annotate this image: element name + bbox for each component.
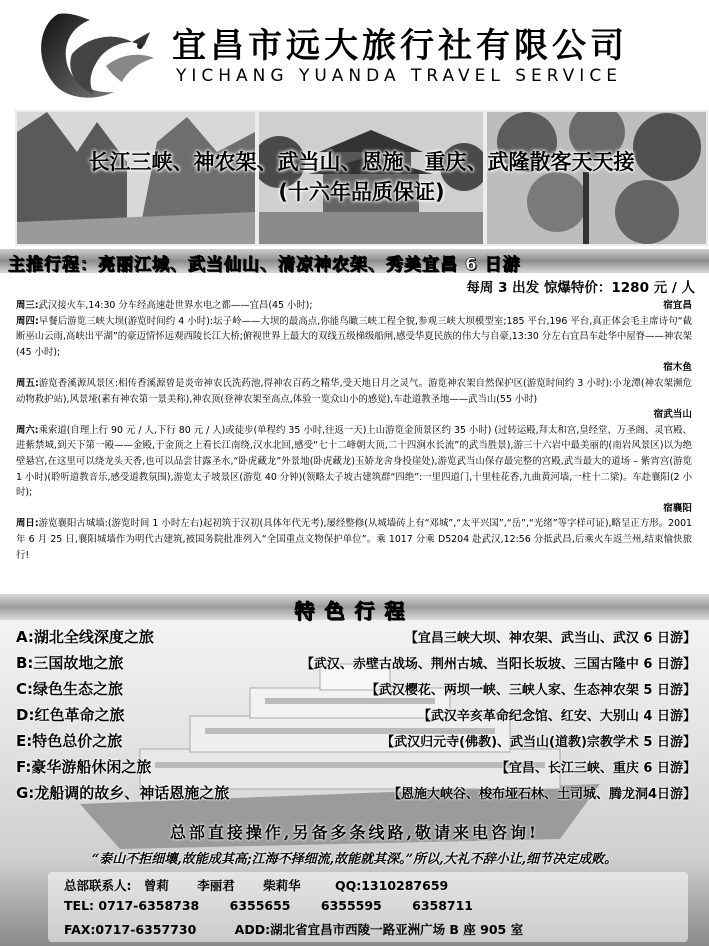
day-tag: 周三: [16,300,39,311]
contact-tel[interactable]: 0717-6358738 [98,898,200,913]
contact-fax-row [64,920,523,938]
day-text: 游览襄阳古城墙:(游览时间 1 小时左右)起初筑于汉初(具体年代无考),屡经整修(从城墙砖上有“邓城”,“太平兴国”,“岳”,“光绪”等字样可证),略呈正方形。2001 年 6 月 25 日,襄阳城墙作为明代古建筑,被国务院批准列入“全国重点文物保护单位”。乘 1017 分乘 D5204 赴武汉,12:56 分抵武昌,后乘火车返兰州,结束愉快旅行! [16,518,692,561]
day-text: 乘索道(自理上行 90 元 / 人,下行 80 元 / 人)或徒步(单程约 35 小时,往返一天)上山游览金顶景区约 35 小时) (过转运殿,拜太和宫,皇经堂、万圣阁、灵官殿、进紫禁城,到天下第一殿——金殿,于金顶之上看长江南绕,汉水北回,感受“七十二峰朝大顶,二十四涧水长流”的武当胜景),游三十六岩中最美丽的(南岩风景区)以为绝壁悬宫,在这里可以绕龙头天香,也可以品尝甘露圣水,“卧虎藏龙”外景地(卧虎藏龙)玉娇龙舍身投崖处),游览武当山保存最完整的宫殿,武当最大的道场 – 紫宵宫(游览 1 小时)(聆听道教音乐,感受道教氛围),游览太子坡景区(游览 40 分钟)(领略太子坡古建筑群“四绝”:一里四道门,十里桂花香,九曲黄河墙,一柱十二梁)。车赴襄阳(2 小时); [16,424,692,499]
route-banner [0,249,709,273]
tour-name: E:特色总价之旅 [16,732,123,750]
tour-item [16,652,696,674]
hero-headline: 长江三峡、神农架、武当山、恩施、重庆、武隆散客天天接 [88,150,635,174]
tour-name: G:龙船调的故乡、神话恩施之旅 [16,784,230,802]
tour-detail: 【武汉、赤壁古战场、荆州古城、当阳长坂坡、三国古隆中 6 日游】 [300,657,696,672]
contact-tel[interactable]: 6355655 [229,898,291,913]
itinerary-day [16,298,692,314]
feature-title: 特色行程 [294,599,415,623]
tour-detail: 【武汉归元寺(佛教)、武当山(道教)宗教学术 5 日游】 [381,735,696,750]
tour-item [16,782,696,804]
day-tag: 周五: [16,377,39,389]
day-lodging: 宿木鱼 [663,362,692,374]
itinerary-day [16,423,692,517]
day-text: 游览香溪源风景区:相传香溪源曾是炎帝神农氏洗药池,得神农百药之精华,受天地日月之灵气。游览神农架自然保护区(游览时间约 3 小时):小龙潭(神农架濒危动物救护站),风景垭(素有神农第一景美称),神农顶(登神农架至高点,体验一览众山小的感觉),车赴道教圣地——武当山(55 小时) [16,377,693,405]
tour-item [16,704,696,726]
slogan: 总部直接操作,另备多条线路,敬请来电咨询! [169,823,540,842]
contact-person: 曾莉 [143,878,169,893]
itinerary-day [16,376,692,423]
day-tag: 周六: [16,424,39,436]
day-lodging: 宿襄阳 [663,502,692,514]
day-text: 早餐后游览三峡大坝(游览时间约 4 小时):坛子岭——大坝的最高点,你能鸟瞰三峡工程全貌,参观三峡大坝模型室;185 平台,196 平台,真正体会毛主席诗句“截断巫山云雨,高峡出平湖”的豪迈情怀远观西陵长江大桥;俯视世界上最大的双线五级梯级船闸,感受华夏民族的伟大与自豪,13:30 分左右宜昌车赴华中屋脊——神农架(45 小时); [16,315,693,358]
tour-item [16,678,696,700]
company-name-en: YICHANG YUANDA TRAVEL SERVICE [176,66,622,86]
company-name-cn: 宜昌市远大旅行社有限公司 [172,26,628,66]
quote: “泰山不拒细壤,故能成其高;江海不择细流,故能就其深。”所以,大礼不辞小让,细节决定成败。 [91,852,618,867]
day-lodging: 宿武当山 [653,409,692,421]
contact-fax[interactable]: FAX:0717-6357730 [64,922,197,937]
tour-name: B:三国故地之旅 [16,654,124,672]
tour-detail: 【恩施大峡谷、梭布垭石林、土司城、腾龙洞4日游】 [387,787,696,802]
tour-item [16,626,696,648]
contact-people-row [64,876,448,894]
company-logo-icon [28,6,160,106]
photo-strip [15,110,708,246]
tour-name: F:豪华游船休闲之旅 [16,758,152,776]
itinerary-day [16,516,692,563]
contact-address: ADD:湖北省宜昌市西陵一路亚洲广场 B 座 905 室 [234,922,524,937]
tour-item [16,756,696,778]
tour-detail: 【武汉辛亥革命纪念馆、红安、大别山 4 日游】 [417,709,696,724]
contact-person: 柴莉华 [263,878,301,893]
contact-people-label: 总部联系人: [64,878,132,893]
day-tag: 周四: [16,315,39,327]
tour-name: C:绿色生态之旅 [16,680,124,698]
contact-tel-label: TEL: [64,898,95,913]
day-tag: 周日: [16,518,39,530]
tour-item [16,730,696,752]
contact-tel[interactable]: 6358711 [412,898,474,913]
feature-section [0,594,709,946]
contact-person: 李丽君 [197,878,235,893]
route-title: 主推行程：亮丽江城、武当仙山、清凉神农架、秀美宜昌 6 日游 [8,255,521,275]
tour-detail: 【宜昌三峡大坝、神农架、武当山、武汉 6 日游】 [404,631,696,646]
day-lodging: 宿宜昌 [663,300,692,311]
tour-name: A:湖北全线深度之旅 [16,628,154,646]
contact-tel-row [64,898,473,913]
contact-qq[interactable]: QQ:1310287659 [334,878,449,893]
price-line: 每周 3 出发 惊爆特价：1280 元 / 人 [466,280,695,296]
contact-box [48,872,688,942]
tour-name: D:红色革命之旅 [16,706,125,724]
itinerary-day [16,314,692,376]
tour-detail: 【武汉樱花、两坝一峡、三峡人家、生态神农架 5 日游】 [365,683,696,698]
header [0,0,709,108]
contact-tel[interactable]: 6355595 [320,898,382,913]
day-text: 武汉接火车,14:30 分车经高速赴世界水电之都——宜昌(45 小时); [38,300,313,311]
itinerary [16,298,692,563]
hero-subheadline: (十六年品质保证) [278,180,445,204]
tour-detail: 【宜昌、长江三峡、重庆 6 日游】 [495,761,696,776]
feature-banner [0,594,709,623]
